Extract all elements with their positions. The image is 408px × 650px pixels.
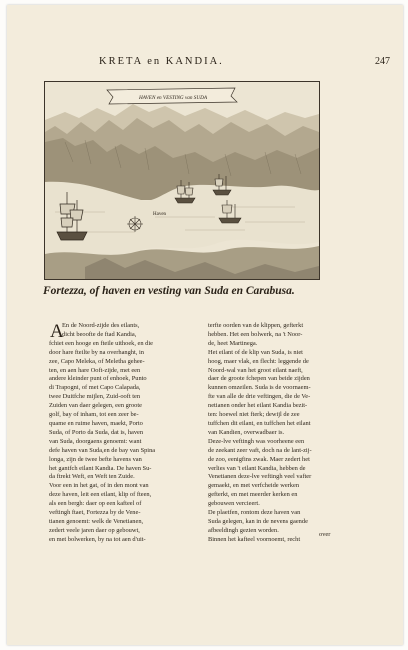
text-line: van Kandien, overwadbaer is. bbox=[208, 428, 285, 436]
text-line: gebouwen vercieert. bbox=[208, 500, 260, 508]
text-line: andere kleinder punt of enhoek, Punto bbox=[49, 375, 147, 383]
text-line: ten, en aen hare Ooft-zijde, met een bbox=[49, 366, 141, 374]
text-line: twee Duitfche mijlen, Zuid-ooft ten bbox=[49, 393, 141, 401]
catchword: over bbox=[319, 531, 331, 538]
text-line: zedert veele jaren daer op gebouwt, bbox=[49, 526, 140, 534]
text-line: afbeeldingh gezien worden. bbox=[208, 526, 279, 534]
text-line: dicht beoofte de ftad Kandia, bbox=[62, 330, 137, 338]
text-line: daer de groote fchepen van beide zijden bbox=[208, 375, 310, 383]
text-line: Suda gelegen, kan in de nevens gaende bbox=[208, 517, 308, 525]
text-line: Voor een in het gat, of in den mont van bbox=[49, 482, 149, 490]
text-line: tuffchen dit eilant, en tuffchen het eilant bbox=[208, 419, 311, 427]
text-line: da ftrekt Weft, en Weft ten Zuide. bbox=[49, 473, 135, 481]
harbor-engraving bbox=[45, 82, 319, 279]
text-line: longa, zijn de twee befte havens van bbox=[49, 455, 142, 463]
text-line: De plaetfen, rontom deze haven van bbox=[208, 509, 301, 517]
text-line: het gantfch eilant Kandia. De haven Su- bbox=[49, 464, 152, 472]
text-line: de zeekant zeer vaft, doch na de lant-zij- bbox=[208, 446, 312, 454]
text-line: als een bergh: daer op een kafteel of bbox=[49, 500, 142, 508]
text-line: defe haven van Suda,en de bay van Spina bbox=[49, 446, 156, 454]
text-line: deze haven, leit een eilant, klip of fteen, bbox=[49, 491, 152, 499]
text-line: veftingh ftaet, Fortezza by de Vene- bbox=[49, 509, 141, 517]
text-line: van Suda, doorgaens genoemt: want bbox=[49, 437, 142, 445]
text-line: golf, bay of inham, tot een zeer be- bbox=[49, 411, 139, 419]
text-line: quame en ruime haven, maekt, Porto bbox=[49, 419, 143, 427]
text-line: hebben. Het een bolwerk, na 't Noor- bbox=[208, 330, 303, 338]
text-line: door hare fteilte by na overhanght, in bbox=[49, 348, 144, 356]
text-line: kunnen omzeilen. Suda is de voornaem- bbox=[208, 384, 311, 392]
text-column-right bbox=[208, 322, 333, 545]
text-line: En de Noord-zijde des eilants, bbox=[62, 322, 140, 329]
running-title: KRETA en KANDIA. bbox=[99, 56, 224, 67]
text-line: gefterkt, en met meerder kerken en bbox=[208, 491, 298, 499]
engraved-plate bbox=[44, 81, 320, 280]
plate-caption: Fortezza, of haven en vesting van Suda en Carabusa. bbox=[43, 285, 295, 297]
text-line: Het eilant of de klip van Suda, is niet bbox=[208, 348, 303, 356]
text-line: Suda, of Porto da Suda, dat is, haven bbox=[49, 428, 144, 436]
text-line: de, heet Martinega. bbox=[208, 339, 258, 347]
text-line: verlies van 't eilant Kandia, hebben de bbox=[208, 464, 306, 472]
text-line: tianen genoemt: welk de Venetianen, bbox=[49, 517, 144, 525]
drop-cap: A bbox=[50, 321, 64, 342]
text-line: en met bolwerken, by na tot aen d'uit- bbox=[49, 535, 146, 543]
page-number: 247 bbox=[375, 56, 390, 67]
text-line: fchiet een hooge en fteile uithoek, en die bbox=[49, 339, 153, 347]
text-line: Venetianen deze-lve veftingh veel vafter bbox=[208, 473, 312, 481]
text-column-left bbox=[49, 322, 182, 545]
text-line: Noord-wal van het groot eilant naeft, bbox=[208, 366, 303, 374]
plate-banner-text: HAVEN en VESTING van SUDA bbox=[138, 95, 208, 101]
text-line: terfte oorden van de klippen, gefterkt bbox=[208, 322, 304, 329]
text-line: netianen onder het eilant Kandia bezit- bbox=[208, 402, 308, 410]
text-line: Deze-lve veftingh was voorheene een bbox=[208, 437, 305, 445]
text-line: Zuiden van daer gelegen, een groote bbox=[49, 402, 142, 410]
text-line: Binnen het kafteel voornoemt, recht bbox=[208, 535, 301, 543]
text-line: ten: hoewel niet fterk; dewijl de zee bbox=[208, 411, 300, 419]
text-line: zee, Capo Meleka, of Meletha gehee- bbox=[49, 357, 145, 365]
text-line: fte van alle de drie veftingen, die de Ve- bbox=[208, 393, 311, 401]
harbor-label: Haven bbox=[153, 212, 167, 217]
text-line: hoog, maer vlak, en flecht: leggende de bbox=[208, 357, 309, 365]
text-line: gemaekt, en met verfcheide werken bbox=[208, 482, 300, 490]
text-line: de zoo, eenigfins zwak. Maer zedert het bbox=[208, 455, 310, 463]
text-line: di Trapogni, of met Capo Calapada, bbox=[49, 384, 141, 392]
